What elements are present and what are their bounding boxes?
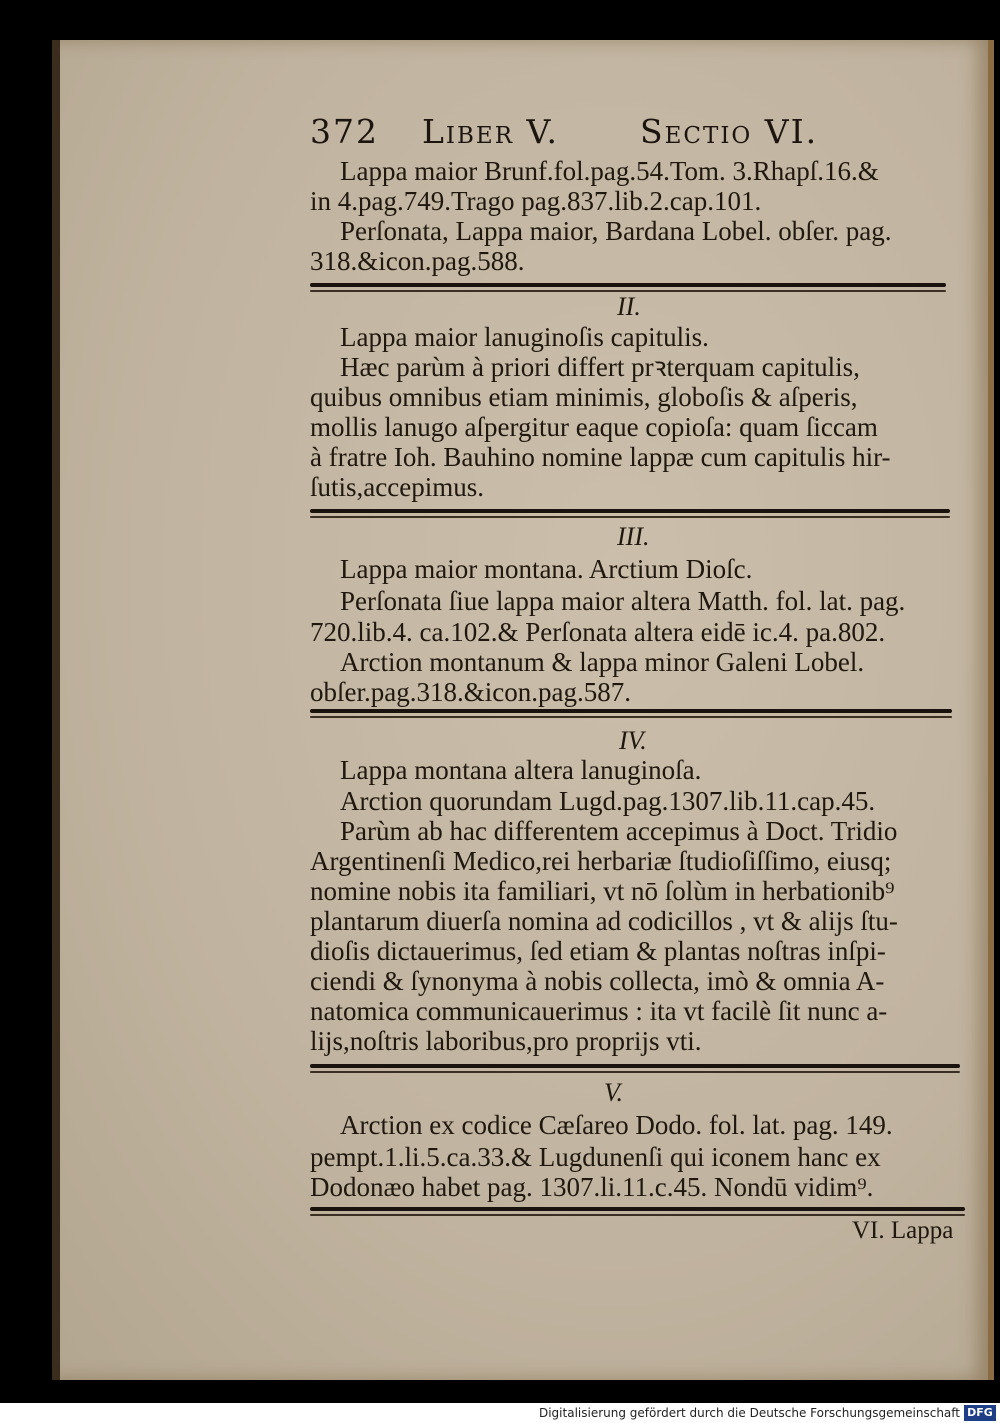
- section-number: V.: [604, 1078, 624, 1107]
- text-line: Arction montanum & lappa minor Galeni Lobel.: [340, 647, 865, 677]
- text-line: 720.lib.4. ca.102.& Perſonata altera eidē ic.4. pa.802.: [310, 617, 886, 647]
- text-line: plantarum diuerſa nomina ad codicillos , vt & alijs ſtu-: [310, 906, 898, 936]
- page-number: 372: [310, 112, 379, 151]
- text-line: Lappa maior lanuginoſis capitulis.: [340, 322, 709, 352]
- section-rule-thin: [310, 716, 952, 718]
- running-title-book: Liber V.: [422, 112, 560, 151]
- text-line: Arction quorundam Lugd.pag.1307.lib.11.cap.45.: [340, 786, 876, 816]
- text-line: Arction ex codice Cæſareo Dodo. fol. lat. pag. 149.: [340, 1110, 893, 1140]
- page-header: [310, 112, 880, 156]
- text-line: ſutis,accepimus.: [310, 472, 484, 502]
- section-rule: [310, 1207, 965, 1211]
- text-line: lijs,noſtris laboribus,pro proprijs vti.: [310, 1026, 702, 1056]
- text-line: natomica communicauerimus : ita vt facilè ſit nunc a-: [310, 996, 888, 1026]
- section-number: IV.: [619, 726, 647, 755]
- text-line: nomine nobis ita familiari, vt nō ſolùm in herbationib⁹: [310, 876, 895, 906]
- running-title-section: Sectio VI.: [640, 112, 819, 151]
- text-line: dioſis dictauerimus, ſed etiam & plantas noſtras inſpi-: [310, 936, 886, 966]
- text-line: quibus omnibus etiam minimis, globoſis & aſperis,: [310, 382, 858, 412]
- section-rule: [310, 509, 950, 513]
- footer-credit: Digitalisierung gefördert durch die Deutsche Forschungsgemeinschaft: [538, 1406, 960, 1420]
- text-line: in 4.pag.749.Trago pag.837.lib.2.cap.101.: [310, 186, 762, 216]
- section-rule-thin: [310, 516, 950, 518]
- text-line: Parùm ab hac differentem accepimus à Doct. Tridio: [340, 816, 898, 846]
- text-line: à fratre Ioh. Bauhino nomine lappæ cum capitulis hir-: [310, 442, 891, 472]
- text-line: Dodonæo habet pag. 1307.li.11.c.45. Nondū vidim⁹.: [310, 1172, 874, 1202]
- text-line: obſer.pag.318.&icon.pag.587.: [310, 677, 631, 707]
- section-rule: [310, 1064, 960, 1068]
- dfg-logo-icon: DFG: [964, 1405, 996, 1421]
- catchword: VI. Lappa: [852, 1217, 954, 1244]
- text-line: pempt.1.li.5.ca.33.& Lugdunenſi qui iconem hanc ex: [310, 1142, 881, 1172]
- text-line: ciendi & ſynonyma à nobis collecta, imò & omnia A-: [310, 966, 885, 996]
- section-rule: [310, 709, 952, 713]
- text-line: Lappa maior montana. Arctium Dioſc.: [340, 554, 753, 584]
- section-rule-thin: [310, 1071, 960, 1073]
- text-line: Lappa maior Brunf.fol.pag.54.Tom. 3.Rhapſ.16.&: [340, 156, 879, 186]
- text-line: mollis lanugo aſpergitur eaque copioſa: quam ſiccam: [310, 412, 878, 442]
- text-line: 318.&icon.pag.588.: [310, 246, 525, 276]
- section-number: II.: [617, 292, 641, 321]
- text-line: Lappa montana altera lanuginoſa.: [340, 755, 702, 785]
- section-rule: [310, 283, 946, 287]
- text-line: Perſonata ſiue lappa maior altera Matth. fol. lat. pag.: [340, 586, 906, 616]
- text-line: Argentinenſi Medico,rei herbariæ ſtudioſiſſimo, eiusq;: [310, 846, 892, 876]
- section-number: III.: [617, 522, 650, 551]
- text-line: Hæc parùm à priori differt prꝛterquam capitulis,: [340, 352, 860, 382]
- page-edge: [52, 40, 60, 1380]
- text-line: Perſonata, Lappa maior, Bardana Lobel. obſer. pag.: [340, 216, 892, 246]
